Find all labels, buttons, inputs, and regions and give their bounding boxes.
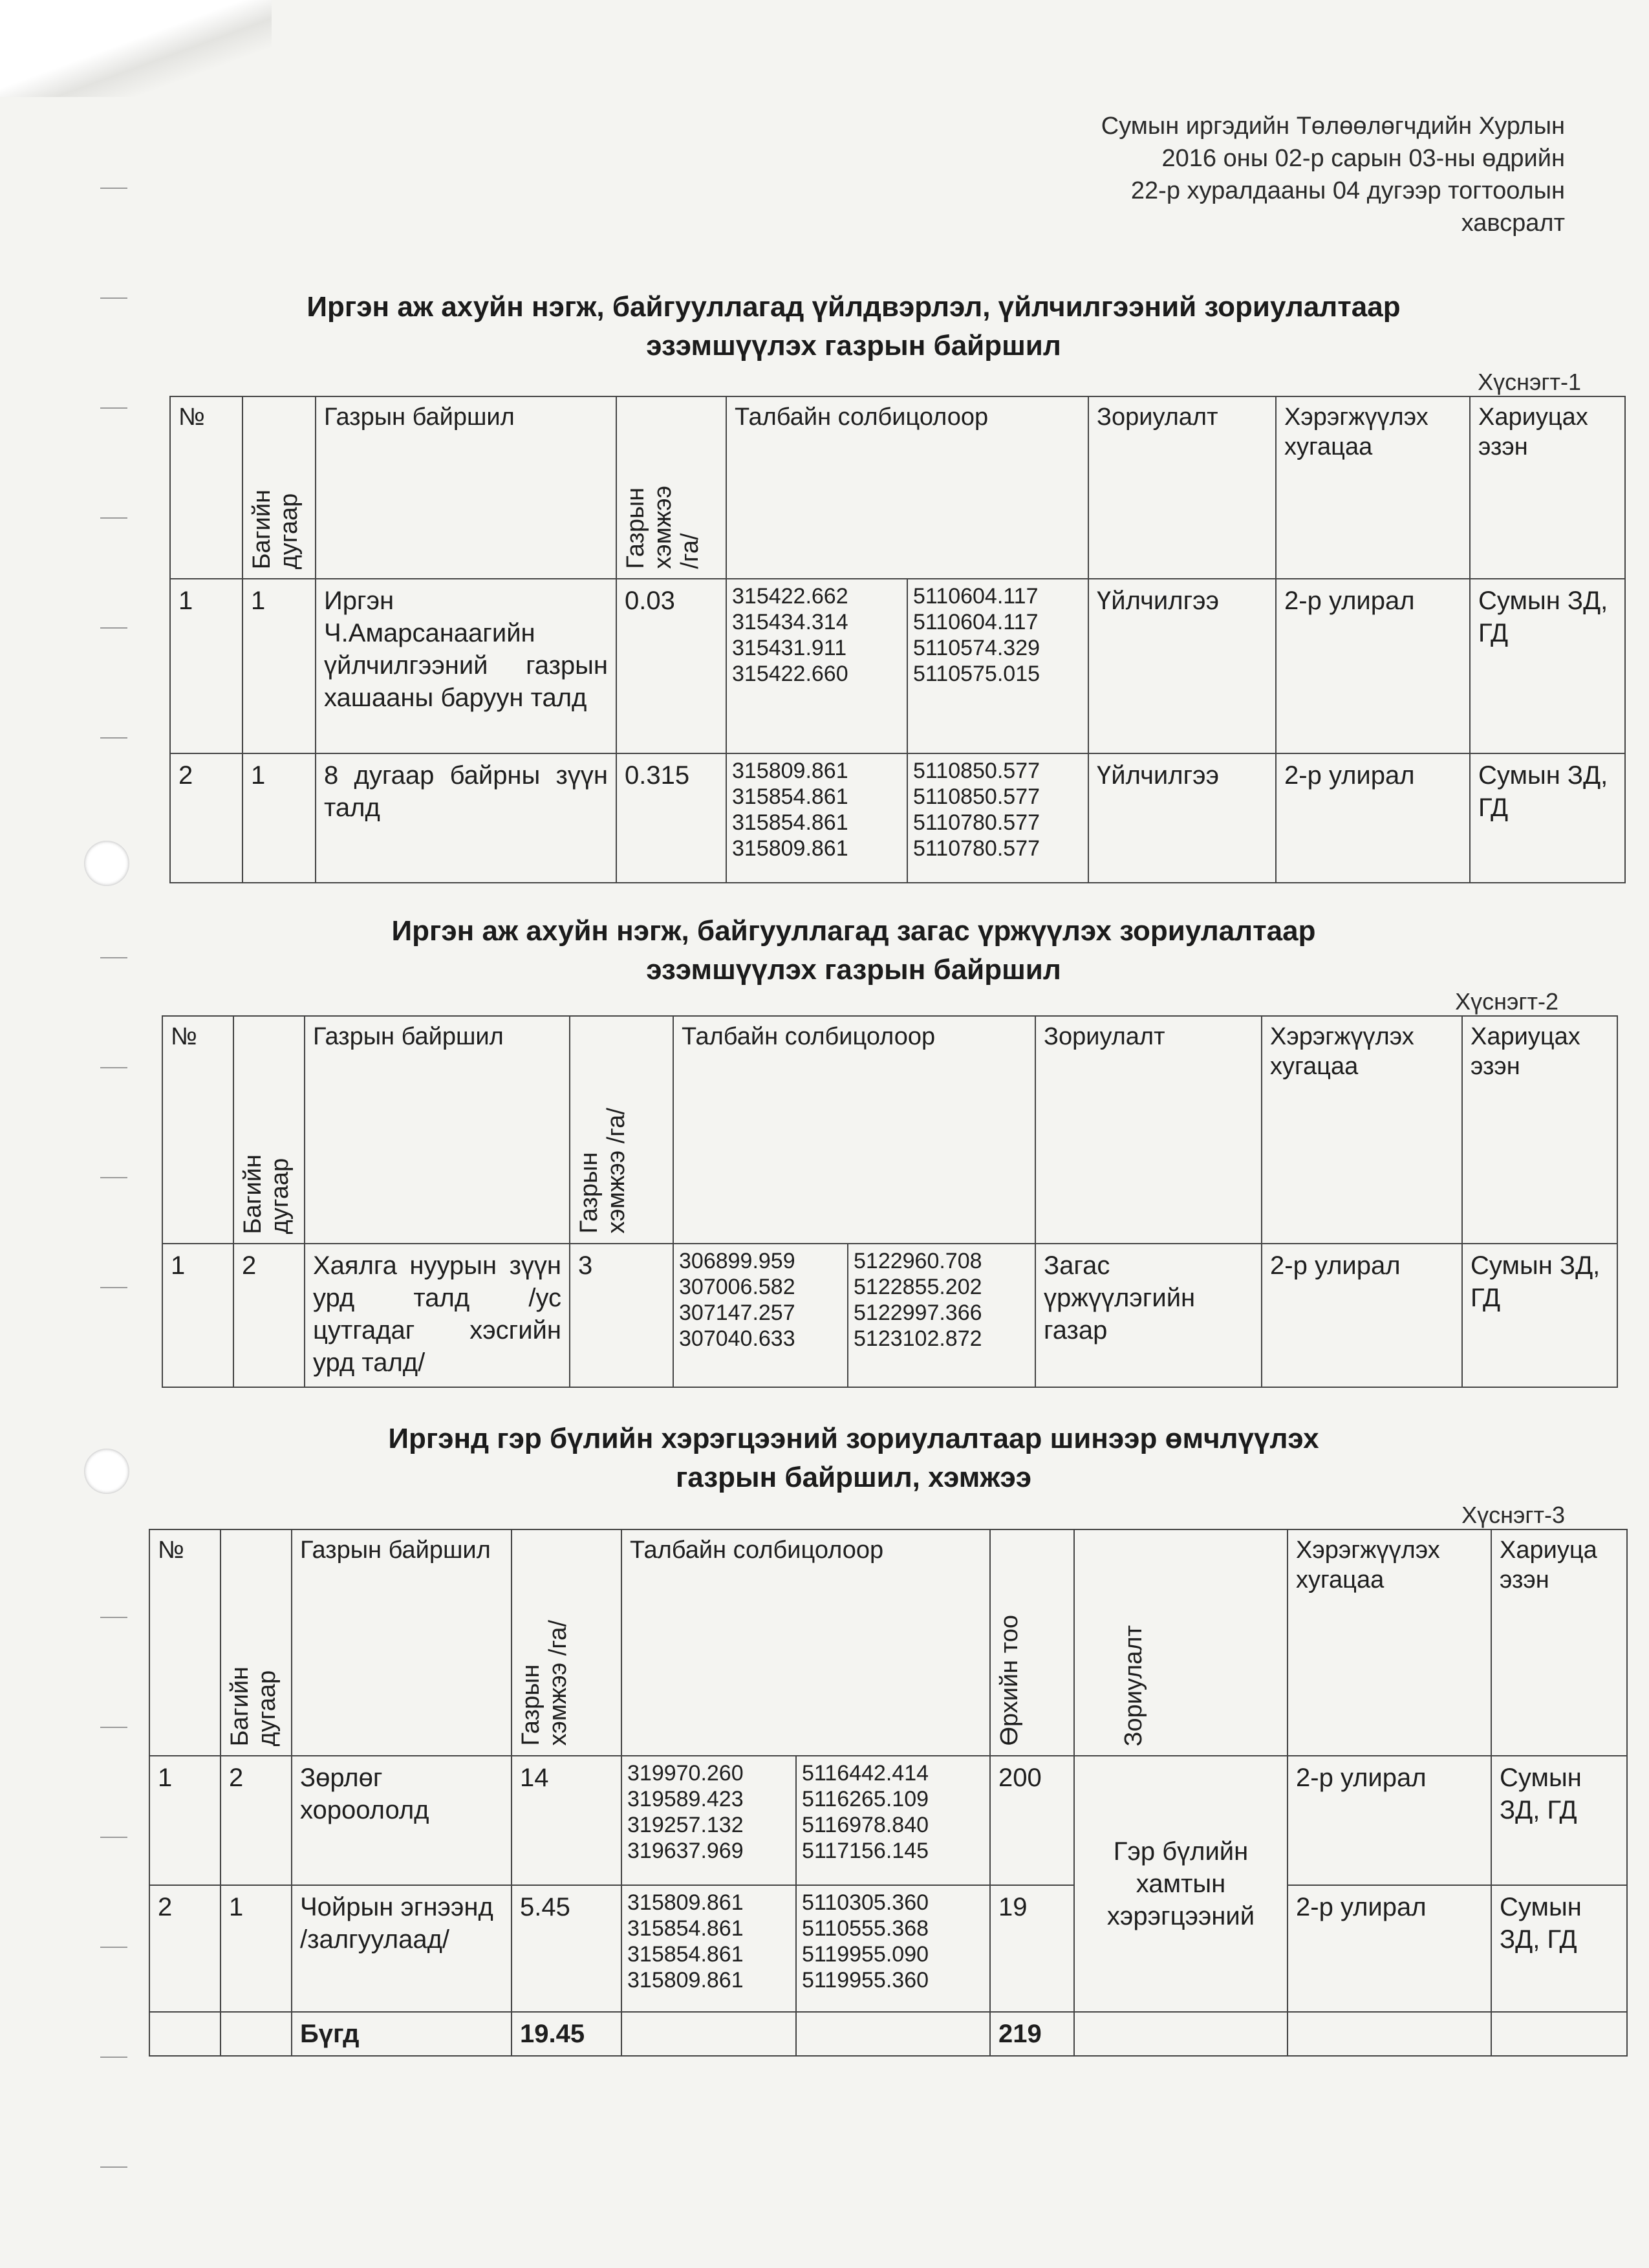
total-households: 219 — [990, 2012, 1074, 2056]
cell-area: 0.03 — [616, 579, 726, 753]
title-line: газрын байршил, хэмжээ — [675, 1462, 1032, 1493]
cell-x-coordinates: 319970.260 319589.423 319257.132 319637.969 — [621, 1756, 796, 1885]
table3 — [149, 1529, 1628, 2057]
table3-appendix-label: Хүснэгт-3 — [1461, 1502, 1565, 1528]
total-row — [149, 2012, 1627, 2056]
cell-area: 5.45 — [512, 1885, 621, 2012]
header-coordinates: Талбайн солбицолоор — [621, 1529, 990, 1756]
total-label: Бүгд — [292, 2012, 512, 2056]
table-row — [149, 1885, 1627, 2012]
margin-tick — [100, 1727, 127, 1728]
cell-empty — [796, 2012, 990, 2056]
cell-empty — [149, 2012, 221, 2056]
header-bag-label: Багийн дугаар — [239, 1154, 294, 1234]
margin-tick — [100, 627, 127, 629]
cell-empty — [1074, 2012, 1288, 2056]
cell-empty — [1288, 2012, 1491, 2056]
header-location: Газрын байршил — [292, 1529, 512, 1756]
table-row — [162, 1244, 1617, 1387]
header-term: Хэрэгжүүлэх хугацаа — [1288, 1529, 1491, 1756]
header-location: Газрын байршил — [316, 396, 616, 579]
margin-tick — [100, 297, 127, 299]
cell-location: Чойрын эгнээнд /залгуулаад/ — [292, 1885, 512, 2012]
reference-line: Сумын иргэдийн Төлөөлөгчдийн Хурлын — [1101, 113, 1565, 140]
cell-purpose: Үйлчилгээ — [1088, 753, 1276, 883]
resolution-reference — [789, 110, 1565, 239]
header-bag — [221, 1529, 292, 1756]
header-bag — [233, 1016, 305, 1244]
header-purpose — [1074, 1529, 1288, 1756]
cell-x-coordinates: 315809.861 315854.861 315854.861 315809.861 — [621, 1885, 796, 2012]
header-area — [616, 396, 726, 579]
cell-owner: Сумын ЗД, ГД — [1491, 1885, 1627, 2012]
folded-corner — [0, 0, 272, 97]
cell-area: 14 — [512, 1756, 621, 1885]
header-bag-label: Багийн дугаар — [248, 489, 303, 569]
table2-title — [149, 912, 1558, 989]
table-row — [170, 579, 1625, 753]
punch-hole-top — [84, 841, 129, 886]
header-area-label: Газрын хэмжээ /га/ — [517, 1620, 572, 1746]
header-owner: Хариуцах эзэн — [1470, 396, 1625, 579]
title-line: эзэмшүүлэх газрын байршил — [646, 954, 1061, 986]
cell-x-coordinates: 306899.959 307006.582 307147.257 307040.633 — [673, 1244, 848, 1387]
cell-purpose-merged: Гэр бүлийн хамтын хэрэгцээний — [1074, 1756, 1288, 2012]
header-location: Газрын байршил — [305, 1016, 570, 1244]
header-area — [512, 1529, 621, 1756]
cell-no: 1 — [149, 1756, 221, 1885]
title-line: эзэмшүүлэх газрын байршил — [646, 330, 1061, 362]
reference-line: 2016 оны 02-р сарын 03-ны өдрийн — [1161, 145, 1565, 172]
cell-bag: 1 — [242, 753, 316, 883]
cell-area: 0.315 — [616, 753, 726, 883]
margin-tick — [100, 188, 127, 189]
margin-tick — [100, 1617, 127, 1618]
margin-tick — [100, 1177, 127, 1178]
cell-term: 2-р улирал — [1288, 1885, 1491, 2012]
header-purpose-label: Зориулалт — [1120, 1625, 1148, 1746]
header-bag-label: Багийн дугаар — [226, 1666, 281, 1746]
cell-purpose: Загас үржүүлэгийн газар — [1035, 1244, 1262, 1387]
table3-title — [149, 1420, 1558, 1497]
reference-line: 22-р хуралдааны 04 дугээр тогтоолын — [1130, 177, 1565, 204]
title-line: Иргэн аж ахуйн нэгж, байгууллагад үйлдвэрлэл, үйлчилгээний зориулалтаар — [307, 291, 1401, 323]
title-line: Иргэн аж ахуйн нэгж, байгууллагад загас үржүүлэх зориулалтаар — [391, 915, 1316, 947]
cell-x-coordinates: 315422.662 315434.314 315431.911 315422.660 — [726, 579, 907, 753]
cell-bag: 1 — [242, 579, 316, 753]
cell-location: 8 дугаар байрны зүүн талд — [316, 753, 616, 883]
header-term: Хэрэгжүүлэх хугацаа — [1262, 1016, 1462, 1244]
cell-y-coordinates: 5110850.577 5110850.577 5110780.577 5110780.577 — [907, 753, 1088, 883]
table1-title — [149, 288, 1558, 365]
cell-owner: Сумын ЗД, ГД — [1462, 1244, 1617, 1387]
header-no: № — [170, 396, 242, 579]
header-bag — [242, 396, 316, 579]
margin-tick — [100, 957, 127, 958]
header-coordinates: Талбайн солбицолоор — [673, 1016, 1035, 1244]
margin-tick — [100, 407, 127, 409]
cell-y-coordinates: 5110604.117 5110604.117 5110574.329 5110575.015 — [907, 579, 1088, 753]
cell-x-coordinates: 315809.861 315854.861 315854.861 315809.861 — [726, 753, 907, 883]
cell-households: 200 — [990, 1756, 1074, 1885]
table1-appendix-label: Хүснэгт-1 — [1478, 369, 1581, 395]
table-header-row — [149, 1529, 1627, 1756]
cell-empty — [221, 2012, 292, 2056]
cell-owner: Сумын ЗД, ГД — [1470, 579, 1625, 753]
margin-tick — [100, 1947, 127, 1948]
header-households — [990, 1529, 1074, 1756]
margin-tick — [100, 1837, 127, 1838]
title-line: Иргэнд гэр бүлийн хэрэгцээний зориулалтаар шинээр өмчлүүлэх — [388, 1423, 1319, 1454]
cell-households: 19 — [990, 1885, 1074, 2012]
cell-no: 2 — [149, 1885, 221, 2012]
cell-area: 3 — [570, 1244, 673, 1387]
table1 — [169, 396, 1626, 883]
margin-tick — [100, 2057, 127, 2058]
cell-location: Хаялга нуурын зүүн урд талд /ус цутгадаг хэсгийн урд талд/ — [305, 1244, 570, 1387]
header-no: № — [149, 1529, 221, 1756]
header-purpose: Зориулалт — [1035, 1016, 1262, 1244]
total-area: 19.45 — [512, 2012, 621, 2056]
cell-y-coordinates: 5116442.414 5116265.109 5116978.840 5117156.145 — [796, 1756, 990, 1885]
header-term: Хэрэгжүүлэх хугацаа — [1276, 396, 1470, 579]
header-owner: Хариуцах эзэн — [1462, 1016, 1617, 1244]
cell-term: 2-р улирал — [1262, 1244, 1462, 1387]
reference-line: хавсралт — [1461, 210, 1565, 237]
cell-no: 1 — [170, 579, 242, 753]
cell-bag: 2 — [221, 1756, 292, 1885]
margin-tick — [100, 2166, 127, 2168]
cell-no: 2 — [170, 753, 242, 883]
cell-location: Зөрлөг хороололд — [292, 1756, 512, 1885]
cell-bag: 2 — [233, 1244, 305, 1387]
cell-location: Иргэн Ч.Амарсанаагийн үйлчилгээний газрын хашааны баруун талд — [316, 579, 616, 753]
cell-purpose: Үйлчилгээ — [1088, 579, 1276, 753]
header-no: № — [162, 1016, 233, 1244]
margin-tick — [100, 1067, 127, 1068]
header-owner: Хариуца эзэн — [1491, 1529, 1627, 1756]
cell-empty — [1491, 2012, 1627, 2056]
header-area-label: Газрын хэмжээ /га/ — [622, 486, 704, 569]
cell-term: 2-р улирал — [1276, 579, 1470, 753]
table-row — [170, 753, 1625, 883]
table-header-row — [170, 396, 1625, 579]
cell-y-coordinates: 5110305.360 5110555.368 5119955.090 5119955.360 — [796, 1885, 990, 2012]
cell-term: 2-р улирал — [1276, 753, 1470, 883]
margin-tick — [100, 737, 127, 739]
table-header-row — [162, 1016, 1617, 1244]
cell-term: 2-р улирал — [1288, 1756, 1491, 1885]
table2-appendix-label: Хүснэгт-2 — [1455, 988, 1558, 1015]
header-area — [570, 1016, 673, 1244]
header-area-label: Газрын хэмжээ /га/ — [576, 1108, 630, 1234]
header-purpose: Зориулалт — [1088, 396, 1276, 579]
cell-bag: 1 — [221, 1885, 292, 2012]
cell-y-coordinates: 5122960.708 5122855.202 5122997.366 5123102.872 — [848, 1244, 1035, 1387]
cell-empty — [621, 2012, 796, 2056]
header-households-label: Өрхийн тоо — [996, 1615, 1024, 1746]
cell-no: 1 — [162, 1244, 233, 1387]
table-row — [149, 1756, 1627, 1885]
punch-hole-bottom — [84, 1449, 129, 1494]
cell-owner: Сумын ЗД, ГД — [1491, 1756, 1627, 1885]
margin-tick — [100, 517, 127, 519]
margin-tick — [100, 1287, 127, 1288]
cell-owner: Сумын ЗД, ГД — [1470, 753, 1625, 883]
header-coordinates: Талбайн солбицолоор — [726, 396, 1088, 579]
table2 — [162, 1015, 1618, 1388]
